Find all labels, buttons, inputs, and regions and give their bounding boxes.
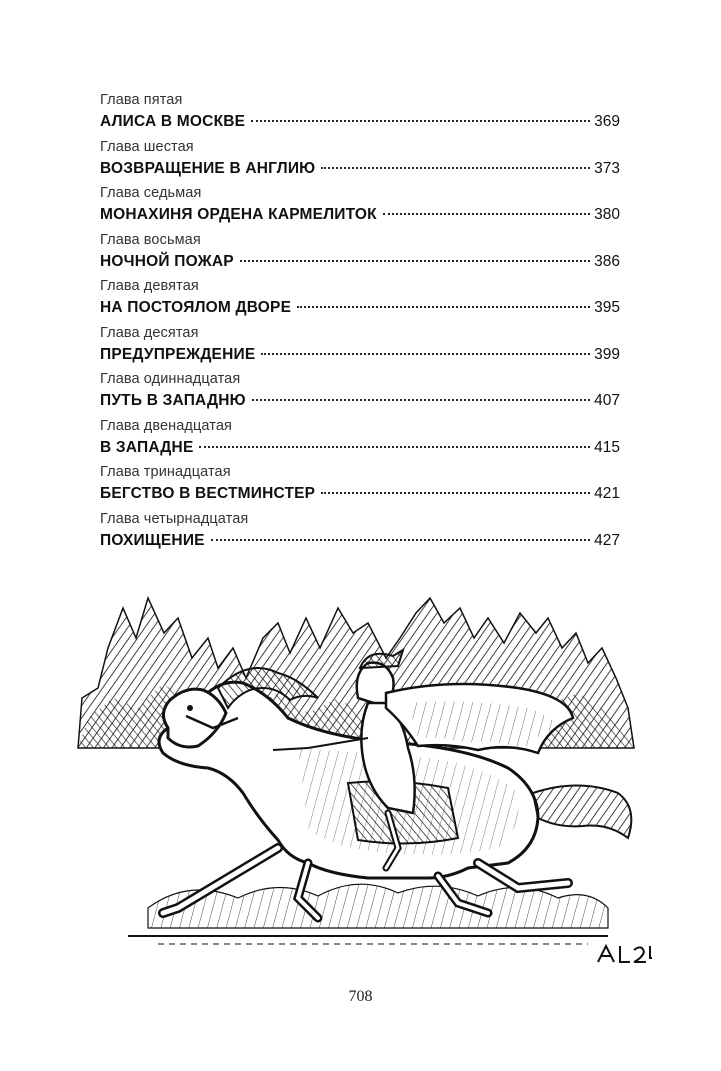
dot-leader	[383, 213, 590, 215]
rider-illustration	[68, 578, 652, 970]
toc-entry[interactable]	[100, 92, 620, 139]
toc-title-line	[100, 298, 620, 317]
chapter-title: НА ПОСТОЯЛОМ ДВОРЕ	[100, 299, 292, 316]
toc-title-line	[100, 345, 620, 364]
page-number: 415	[594, 438, 620, 456]
dot-leader	[321, 492, 590, 494]
page-number-footer: 708	[348, 988, 373, 1005]
page-number: 373	[594, 159, 620, 177]
chapter-title: ПУТЬ В ЗАПАДНЮ	[100, 392, 246, 409]
page-number: 395	[594, 299, 620, 316]
chapter-title: МОНАХИНЯ ОРДЕНА КАРМЕЛИТОК	[100, 206, 377, 223]
dot-leader	[252, 399, 590, 401]
chapter-label: Глава шестая	[100, 138, 194, 155]
toc-entry[interactable]	[100, 464, 620, 511]
chapter-label: Глава одиннадцатая	[100, 371, 241, 387]
toc-title-line	[100, 438, 620, 457]
chapter-label: Глава седьмая	[100, 185, 202, 201]
page-number: 380	[594, 206, 620, 223]
toc-entry[interactable]	[100, 418, 620, 465]
toc-entry[interactable]	[100, 185, 620, 232]
chapter-title: ПОХИЩЕНИЕ	[100, 531, 205, 549]
chapter-label: Глава четырнадцатая	[100, 510, 249, 527]
toc-title-line	[100, 159, 620, 178]
toc-title-line	[100, 112, 620, 131]
chapter-label: Глава восьмая	[100, 231, 201, 248]
dot-leader	[211, 539, 590, 541]
toc-title-line	[100, 484, 620, 503]
chapter-title: НОЧНОЙ ПОЖАР	[100, 252, 234, 270]
chapter-label: Глава тринадцатая	[100, 464, 231, 480]
chapter-title: ВОЗВРАЩЕНИЕ В АНГЛИЮ	[100, 159, 316, 177]
page-number: 369	[594, 113, 620, 130]
page-number: 421	[594, 485, 620, 502]
dot-leader	[240, 260, 590, 262]
toc-title-line	[100, 391, 620, 410]
toc-entry[interactable]	[100, 278, 620, 325]
toc-title-line	[100, 205, 620, 224]
page-number: 399	[594, 345, 620, 363]
dot-leader	[321, 167, 590, 169]
dot-leader	[261, 353, 590, 355]
table-of-contents	[100, 92, 620, 557]
toc-entry[interactable]	[100, 371, 620, 418]
dot-leader	[297, 306, 590, 308]
toc-entry[interactable]	[100, 325, 620, 372]
page-number: 407	[594, 392, 620, 409]
page-number: 427	[594, 531, 620, 549]
chapter-title: В ЗАПАДНЕ	[100, 438, 194, 456]
toc-entry[interactable]	[100, 232, 620, 279]
chapter-label: Глава пятая	[100, 92, 183, 108]
toc-title-line	[100, 531, 620, 550]
chapter-label: Глава девятая	[100, 278, 199, 294]
dot-leader	[251, 120, 590, 122]
chapter-title: АЛИСА В МОСКВЕ	[100, 113, 246, 130]
dot-leader	[199, 446, 590, 448]
chapter-title: БЕГСТВО В ВЕСТМИНСТЕР	[100, 485, 316, 502]
chapter-title: ПРЕДУПРЕЖДЕНИЕ	[100, 345, 256, 363]
chapter-label: Глава десятая	[100, 324, 199, 341]
chapter-label: Глава двенадцатая	[100, 417, 232, 434]
toc-entry[interactable]	[100, 511, 620, 558]
artist-signature	[598, 946, 652, 964]
toc-title-line	[100, 252, 620, 271]
toc-entry[interactable]	[100, 139, 620, 186]
page-number: 386	[594, 252, 620, 270]
